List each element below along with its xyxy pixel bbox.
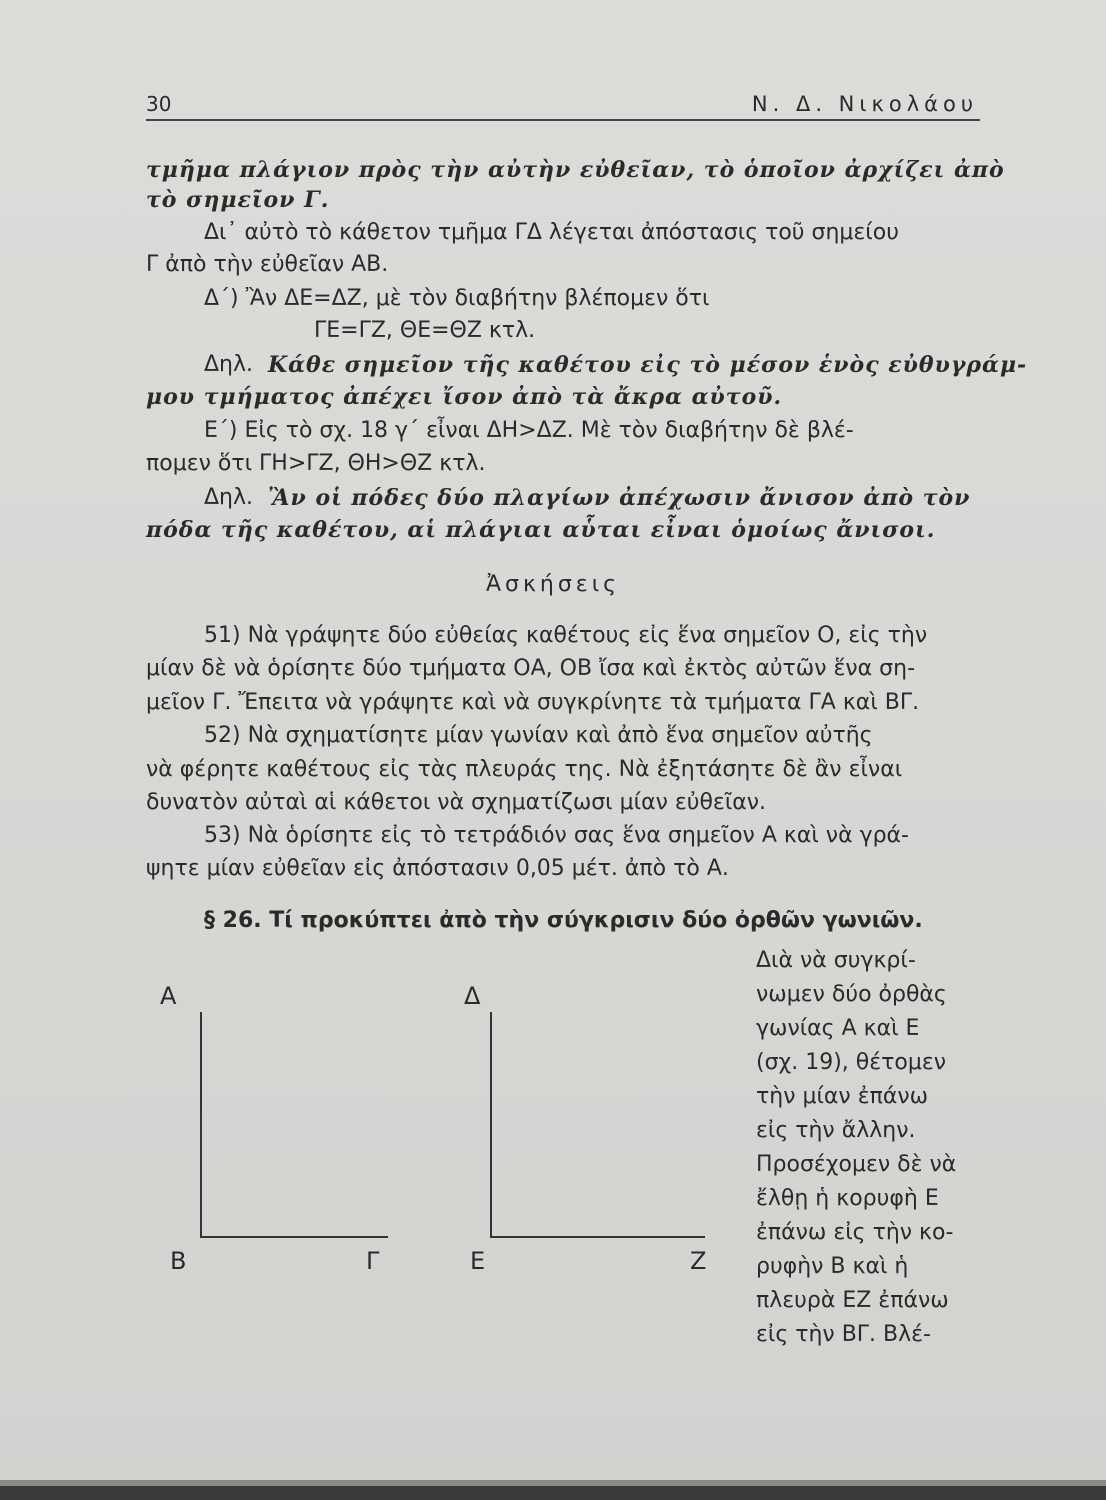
exercise-line: ψητε μίαν εὐθεῖαν εἰς ἀπόστασιν 0,05 μέτ. ἀπὸ τὸ Α. — [146, 856, 729, 881]
text-line: Δ΄) Ἂν ΔΕ=ΔΖ, μὲ τὸν διαβήτην βλέπομεν ὅτι — [204, 286, 710, 311]
text-line: Ε΄) Εἰς τὸ σχ. 18 γ΄ εἶναι ΔΗ>ΔΖ. Μὲ τὸν διαβήτην δὲ βλέ- — [204, 418, 854, 443]
side-text-line: εἰς τὴν ἄλλην. — [756, 1118, 916, 1143]
side-text-line: Προσέχομεν δὲ νὰ — [756, 1152, 957, 1177]
side-text-line: νωμεν δύο ὀρθὰς — [756, 982, 947, 1007]
exercise-line: 53) Νὰ ὁρίσητε εἰς τὸ τετράδιόν σας ἕνα σημεῖον Α καὶ νὰ γρά- — [204, 823, 909, 848]
exercise-line: νὰ φέρητε καθέτους εἰς τὰς πλευράς της. Νὰ ἐξητάσητε δὲ ἂν εἶναι — [146, 757, 903, 782]
exercise-line: δυνατὸν αὐταὶ αἱ κάθετοι νὰ σχηματίζωσι μίαν εὐθεῖαν. — [146, 790, 767, 815]
side-text-line: γωνίας Α καὶ Ε — [756, 1016, 920, 1041]
text-line: Γ ἀπὸ τὴν εὐθεῖαν ΑΒ. — [146, 252, 389, 277]
label-A: Α — [160, 982, 177, 1010]
side-text-line: ἐπάνω εἰς τὴν κο- — [756, 1220, 954, 1245]
angle-a-sides — [201, 1012, 388, 1237]
theorem-text: Κάθε σημεῖον τῆς καθέτου εἰς τὸ μέσον ἑνὸς εὐθυγράμ- — [268, 352, 1028, 378]
page-number: 30 — [146, 92, 172, 116]
side-text-line: εἰς τὴν ΒΓ. Βλέ- — [756, 1322, 931, 1347]
text-line: τὸ σημεῖον Γ. — [146, 187, 330, 213]
theorem-text: Ἂν οἱ πόδες δύο πλαγίων ἀπέχωσιν ἄνισον ἀπὸ τὸν — [268, 485, 971, 511]
text-line: Δηλ. — [204, 485, 254, 510]
exercise-line: μεῖον Γ. Ἔπειτα νὰ γράψητε καὶ νὰ συγκρίνητε τὰ τμήματα ΓΑ καὶ ΒΓ. — [146, 690, 920, 715]
label-E: Ε — [470, 1247, 486, 1275]
label-B: Β — [170, 1247, 187, 1275]
text-line: Δηλ. — [204, 352, 254, 377]
theorem-text: πόδα τῆς καθέτου, αἱ πλάγιαι αὗται εἶναι ὁμοίως ἄνισοι. — [146, 517, 936, 543]
text-line: τμῆμα πλάγιον πρὸς τὴν αὐτὴν εὐθεῖαν, τὸ ὁποῖον ἀρχίζει ἀπὸ — [146, 157, 1005, 183]
side-text-line: Διὰ νὰ συγκρί- — [756, 948, 916, 973]
side-text-line: (σχ. 19), θέτομεν — [756, 1050, 947, 1075]
theorem-text: μου τμήματος ἀπέχει ἴσον ἀπὸ τὰ ἄκρα αὐτοῦ. — [146, 384, 783, 410]
page-edge — [0, 1486, 1106, 1500]
exercise-line: μίαν δὲ νὰ ὁρίσητε δύο τμήματα ΟΑ, ΟΒ ἴσα καὶ ἐκτὸς αὐτῶν ἕνα ση- — [146, 656, 916, 681]
angle-e-sides — [491, 1012, 705, 1237]
side-text-line: ρυφὴν Β καὶ ἡ — [756, 1254, 909, 1279]
exercise-line: 51) Νὰ γράψητε δύο εὐθείας καθέτους εἰς ἕνα σημεῖον Ο, εἰς τὴν — [204, 623, 928, 648]
side-text-line: πλευρὰ ΕΖ ἐπάνω — [756, 1288, 949, 1313]
exercises-heading: Ἀσκήσεις — [485, 572, 621, 597]
text-line: Δι᾿ αὐτὸ τὸ κάθετον τμῆμα ΓΔ λέγεται ἀπόστασις τοῦ σημείου — [204, 220, 899, 245]
label-G: Γ — [366, 1247, 380, 1275]
section-heading: § 26. Τί προκύπτει ἀπὸ τὴν σύγκρισιν δύο ὀρθῶν γωνιῶν. — [204, 908, 923, 933]
side-text-line: τὴν μίαν ἐπάνω — [756, 1084, 929, 1109]
label-Z: Ζ — [690, 1247, 707, 1275]
label-D: Δ — [464, 982, 481, 1010]
exercise-line: 52) Νὰ σχηματίσητε μίαν γωνίαν καὶ ἀπὸ ἕνα σημεῖον αὐτῆς — [204, 723, 873, 748]
text-line: ΓΕ=ΓΖ, ΘΕ=ΘΖ κτλ. — [314, 318, 536, 343]
text-line: πομεν ὅτι ΓΗ>ΓΖ, ΘΗ>ΘΖ κτλ. — [146, 451, 486, 476]
side-text-line: ἔλθῃ ἡ κορυφὴ Ε — [756, 1186, 939, 1211]
running-head: Ν. Δ. Νικολάου — [751, 92, 978, 116]
